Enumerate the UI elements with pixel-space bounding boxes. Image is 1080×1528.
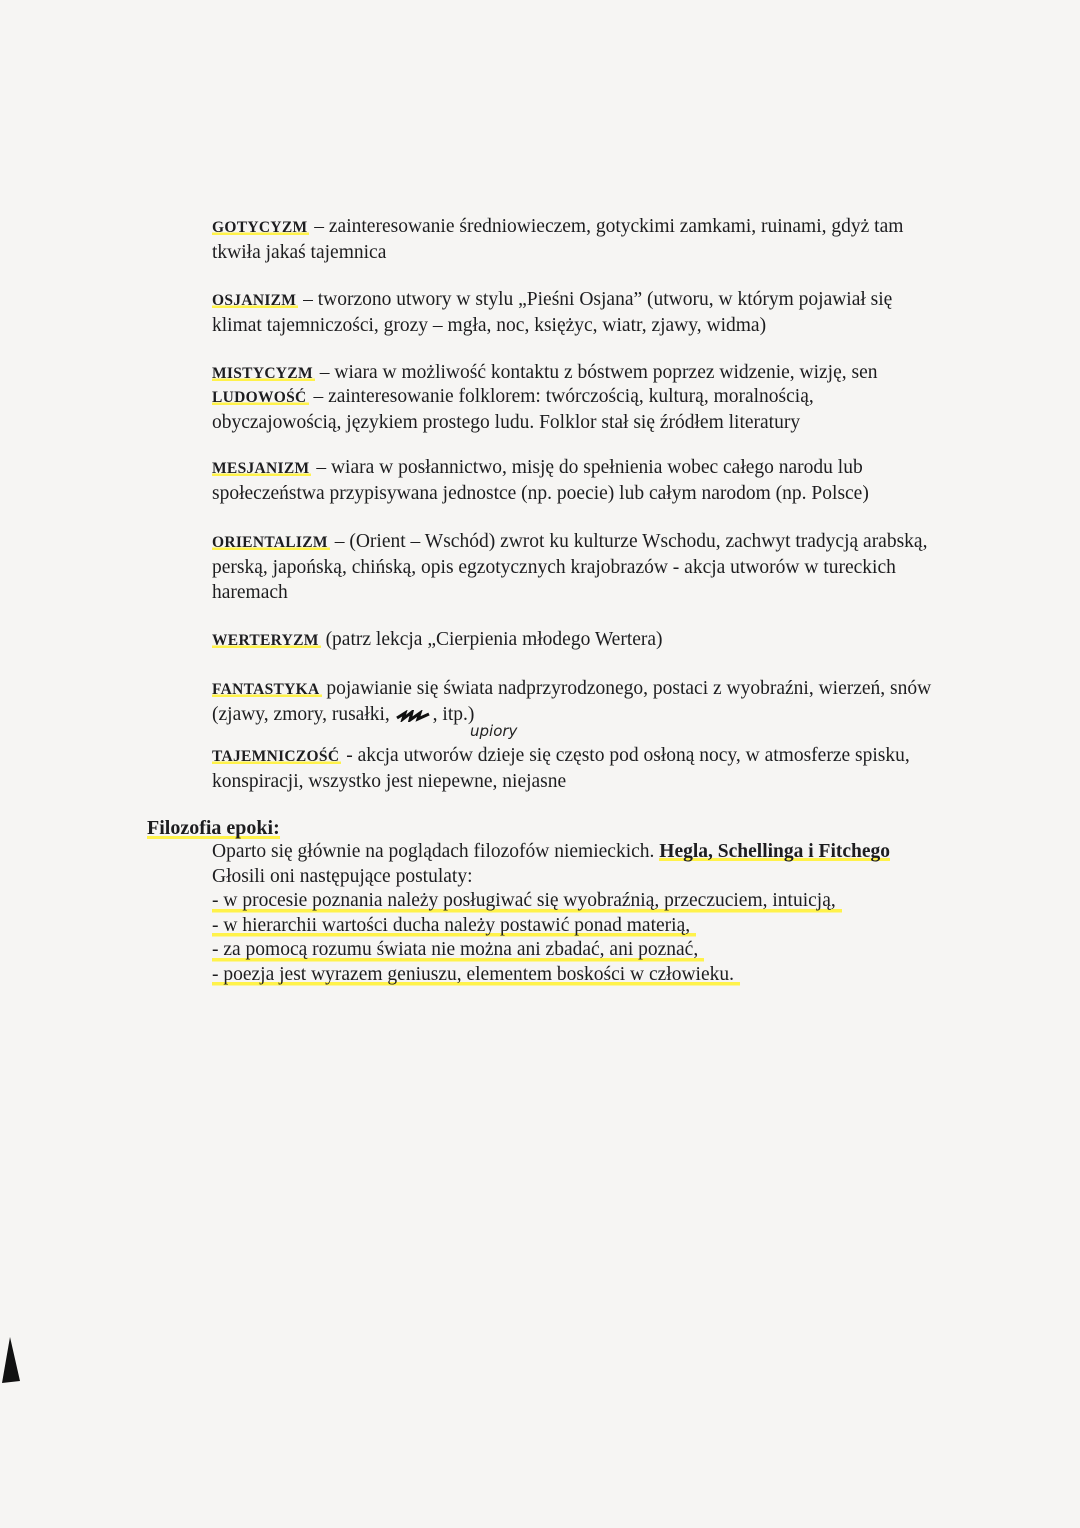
handwritten-note: upiory <box>470 722 518 740</box>
postulates-intro: Głosili oni następujące postulaty: <box>212 865 473 887</box>
entry-text: – zainteresowanie folklorem: twórczością, kulturą, moralnością, obyczajowością, językiem prostego ludu. Folklor stał się źródłem literatury <box>212 386 814 433</box>
entry-text: – wiara w posłannictwo, misję do spełnienia wobec całego narodu lub społeczeństwa przypisywana jednostce (np. poecie) lub całym narodom (np. Polsce) <box>212 457 869 504</box>
entry-fantastyka <box>212 676 942 727</box>
philosophy-body <box>212 840 912 987</box>
philosophers-names: Hegla, Schellinga i Fitchego <box>659 841 891 862</box>
entry-text: (patrz lekcja „Cierpienia młodego Wertera) <box>320 629 663 650</box>
entry-text-end: , itp.) <box>432 704 475 725</box>
scribble-mark <box>395 710 433 722</box>
entry-ludowosc <box>212 384 942 435</box>
entry-term: LUDOWOŚĆ <box>212 389 307 406</box>
philosophy-heading: Filozofia epoki: <box>147 817 280 839</box>
entry-term: FANTASTYKA <box>212 681 320 698</box>
entry-mesjanizm <box>212 455 942 506</box>
entry-gotycyzm <box>212 214 942 265</box>
entry-text: – wiara w możliwość kontaktu z bóstwem poprzez widzenie, wizję, sen <box>314 362 878 383</box>
postulate-item: - w hierarchii wartości ducha należy postawić ponad materią, <box>212 914 696 939</box>
entry-term: MESJANIZM <box>212 460 310 477</box>
entry-term: WERTERYZM <box>212 632 319 649</box>
postulate-item: - w procesie poznania należy posługiwać się wyobraźnią, przeczuciem, intuicją, <box>212 889 842 914</box>
entry-text: - akcja utworów dzieje się często pod osłoną nocy, w atmosferze spisku, konspiracji, wszystko jest niepewne, niejasne <box>212 745 910 792</box>
postulate-item: - za pomocą rozumu świata nie można ani zbadać, ani poznać, <box>212 938 704 963</box>
entry-term: GOTYCYZM <box>212 219 308 236</box>
entry-tajemniczosc <box>212 743 942 794</box>
postulate-item: - poezja jest wyrazem geniuszu, elementem boskości w człowieku. <box>212 963 740 988</box>
philosophy-intro-text: Oparto się głównie na poglądach filozofów niemieckich. <box>212 841 660 862</box>
entry-text: – (Orient – Wschód) zwrot ku kulturze Wschodu, zachwyt tradycją arabską, perską, japońską, chińską, opis egzotycznych krajobrazów - akcja utworów w tureckich haremach <box>212 531 928 603</box>
entry-orientalizm <box>212 529 942 605</box>
entry-term: ORIENTALIZM <box>212 534 328 551</box>
entry-osjanizm <box>212 287 942 338</box>
entry-text: pojawianie się świata nadprzyrodzonego, postaci z wyobraźni, wierzeń, snów (zjawy, zmory, rusałki, <box>212 678 932 725</box>
binding-mark <box>0 1335 22 1385</box>
entry-text: – zainteresowanie średniowieczem, gotyckimi zamkami, ruinami, gdyż tam tkwiła jakaś tajemnica <box>212 216 904 263</box>
entry-term: OSJANIZM <box>212 292 297 309</box>
entry-term: MISTYCYZM <box>212 365 313 382</box>
entry-text: – tworzono utwory w stylu „Pieśni Osjana” (utworu, w którym pojawiał się klimat tajemniczości, grozy – mgła, noc, księżyc, wiatr, zjawy, widma) <box>212 289 893 336</box>
philosophy-intro <box>212 840 912 865</box>
entry-werteryzm <box>212 627 942 653</box>
entry-term: TAJEMNICZOŚĆ <box>212 748 340 765</box>
entry-mistycyzm <box>212 360 942 386</box>
